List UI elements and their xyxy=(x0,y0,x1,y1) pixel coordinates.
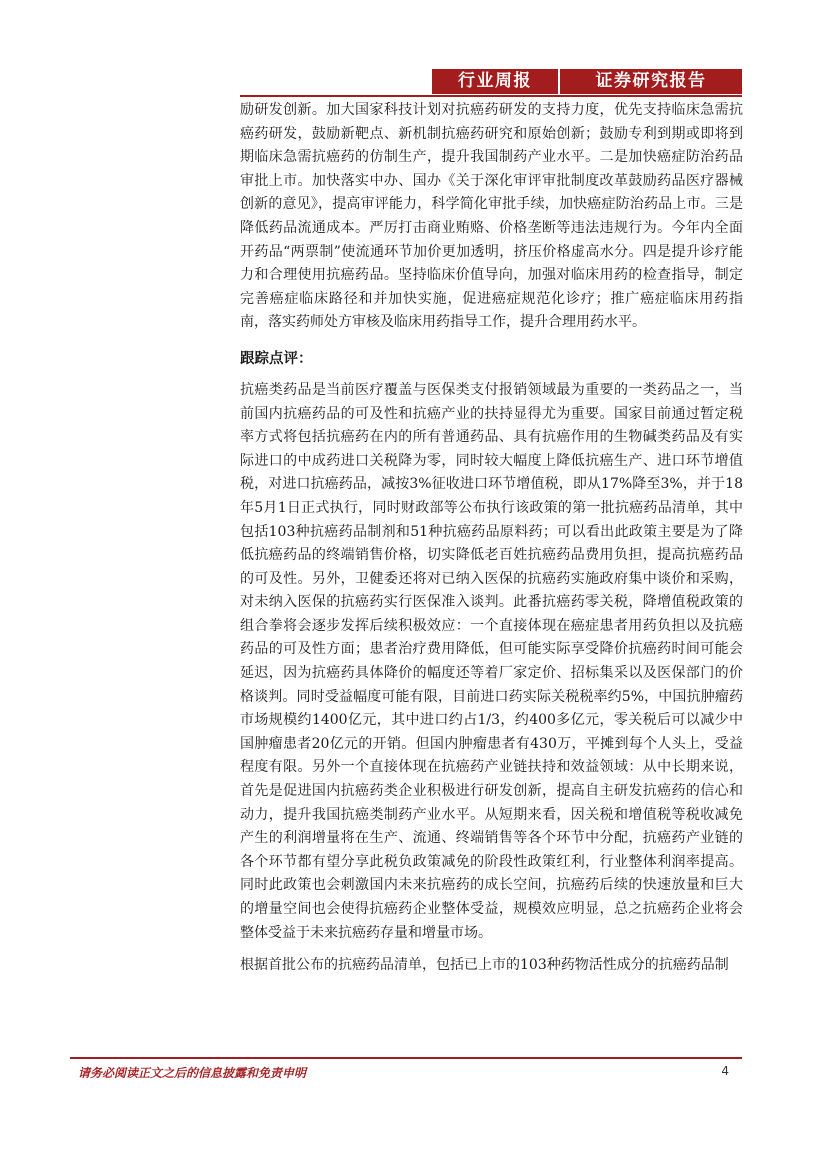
footer-divider xyxy=(70,1057,742,1059)
paragraph-comment: 抗癌类药品是当前医疗覆盖与医保类支付报销领域最为重要的一类药品之一，当前国内抗癌药品的可及性和抗癌产业的扶持显得尤为重要。国家目前通过暂定税率方式将包括抗癌药在内的所有普通药品、具有抗癌作用的生物碱类药品及有实际进口的中成药进口关税降为零，同时较大幅度上降低抗癌生产、进口环节增值税，对进口抗癌药品，减按3%征收进口环节增值税，即从17%降至3%，并于18年5月1日正式执行，同时财政部等公布执行该政策的第一批抗癌药品清单，其中包括103种抗癌药品制剂和51种抗癌药品原料药；可以看出此政策主要是为了降低抗癌药品的终端销售价格，切实降低老百姓抗癌药品费用负担，提高抗癌药品的可及性。另外，卫健委还将对已纳入医保的抗癌药实施政府集中谈价和采购，对未纳入医保的抗癌药实行医保准入谈判。此番抗癌药零关税，降增值税政策的组合拳将会逐步发挥后续积极效应：一个直接体现在癌症患者用药负担以及抗癌药品的可及性方面；患者治疗费用降低，但可能实际享受降价抗癌药时间可能会延迟，因为抗癌药具体降价的幅度还等着厂家定价、招标集采以及医保部门的价格谈判。同时受益幅度可能有限，目前进口药实际关税税率约5%，中国抗肿瘤药市场规模约1400亿元，其中进口约占1/3，约400多亿元，零关税后可以减少中国肿瘤患者20亿元的开销。但国内肿瘤患者有430万，平摊到每个人头上，受益程度有限。另外一个直接体现在抗癌药产业链扶持和效益领域：从中长期来说，首先是促进国内抗癌药类企业积极进行研发创新，提高自主研发抗癌药的信心和动力，提升我国抗癌类制药产业水平。从短期来看，因关税和增值税等税收减免产生的利润增量将在生产、流通、终端销售等各个环节中分配，抗癌药产业链的各个环节都有望分享此税负政策减免的阶段性政策红利，行业整体利润率提高。同时此政策也会刺激国内未来抗癌药的成长空间，抗癌药后续的快速放量和巨大的增量空间也会使得抗癌药企业整体受益，规模效应明显，总之抗癌药企业将会整体受益于未来抗癌药存量和增量市场。 xyxy=(240,381,743,941)
report-type-tab: 行业周报 xyxy=(432,69,558,94)
footer-disclaimer: 请务必阅读正文之后的信息披露和免责申明 xyxy=(78,1066,307,1080)
paragraph-policy-measures: 励研发创新。加大国家科技计划对抗癌药研发的支持力度，优先支持临床急需抗癌药研发，鼓励新靶点、新机制抗癌药研究和原始创新；鼓励专利到期或即将到期临床急需抗癌药的仿制生产，提升我国制药产业水平。二是加快癌症防治药品审批上市。加快落实中办、国办《关于深化审评审批制度改革鼓励药品医疗器械创新的意见》，提高审评能力，科学简化审批手续，加快癌症防治药品上市。三是降低药品流通成本。严厉打击商业贿赂、价格垄断等违法违规行为。今年内全面开药品“两票制”使流通环节加价更加透明，挤压价格虚高水分。四是提升诊疗能力和合理使用抗癌药品。坚持临床价值导向，加强对临床用药的检查指导，制定完善癌症临床路径和并加快实施，促进癌症规范化诊疗；推广癌症临床用药指南，落实药师处方审核及临床用药指导工作，提升合理用药水平。 xyxy=(240,102,743,331)
report-category-tab: 证券研究报告 xyxy=(560,69,742,94)
page-number: 4 xyxy=(721,1064,729,1078)
section-heading-tracking-comment: 跟踪点评： xyxy=(240,350,313,367)
report-body xyxy=(240,99,743,987)
header-divider xyxy=(240,95,742,97)
paragraph-drug-list: 根据首批公布的抗癌药品清单，包括已上市的103种药物活性成分的抗癌药品制 xyxy=(240,957,729,974)
header-tabs xyxy=(432,69,742,94)
